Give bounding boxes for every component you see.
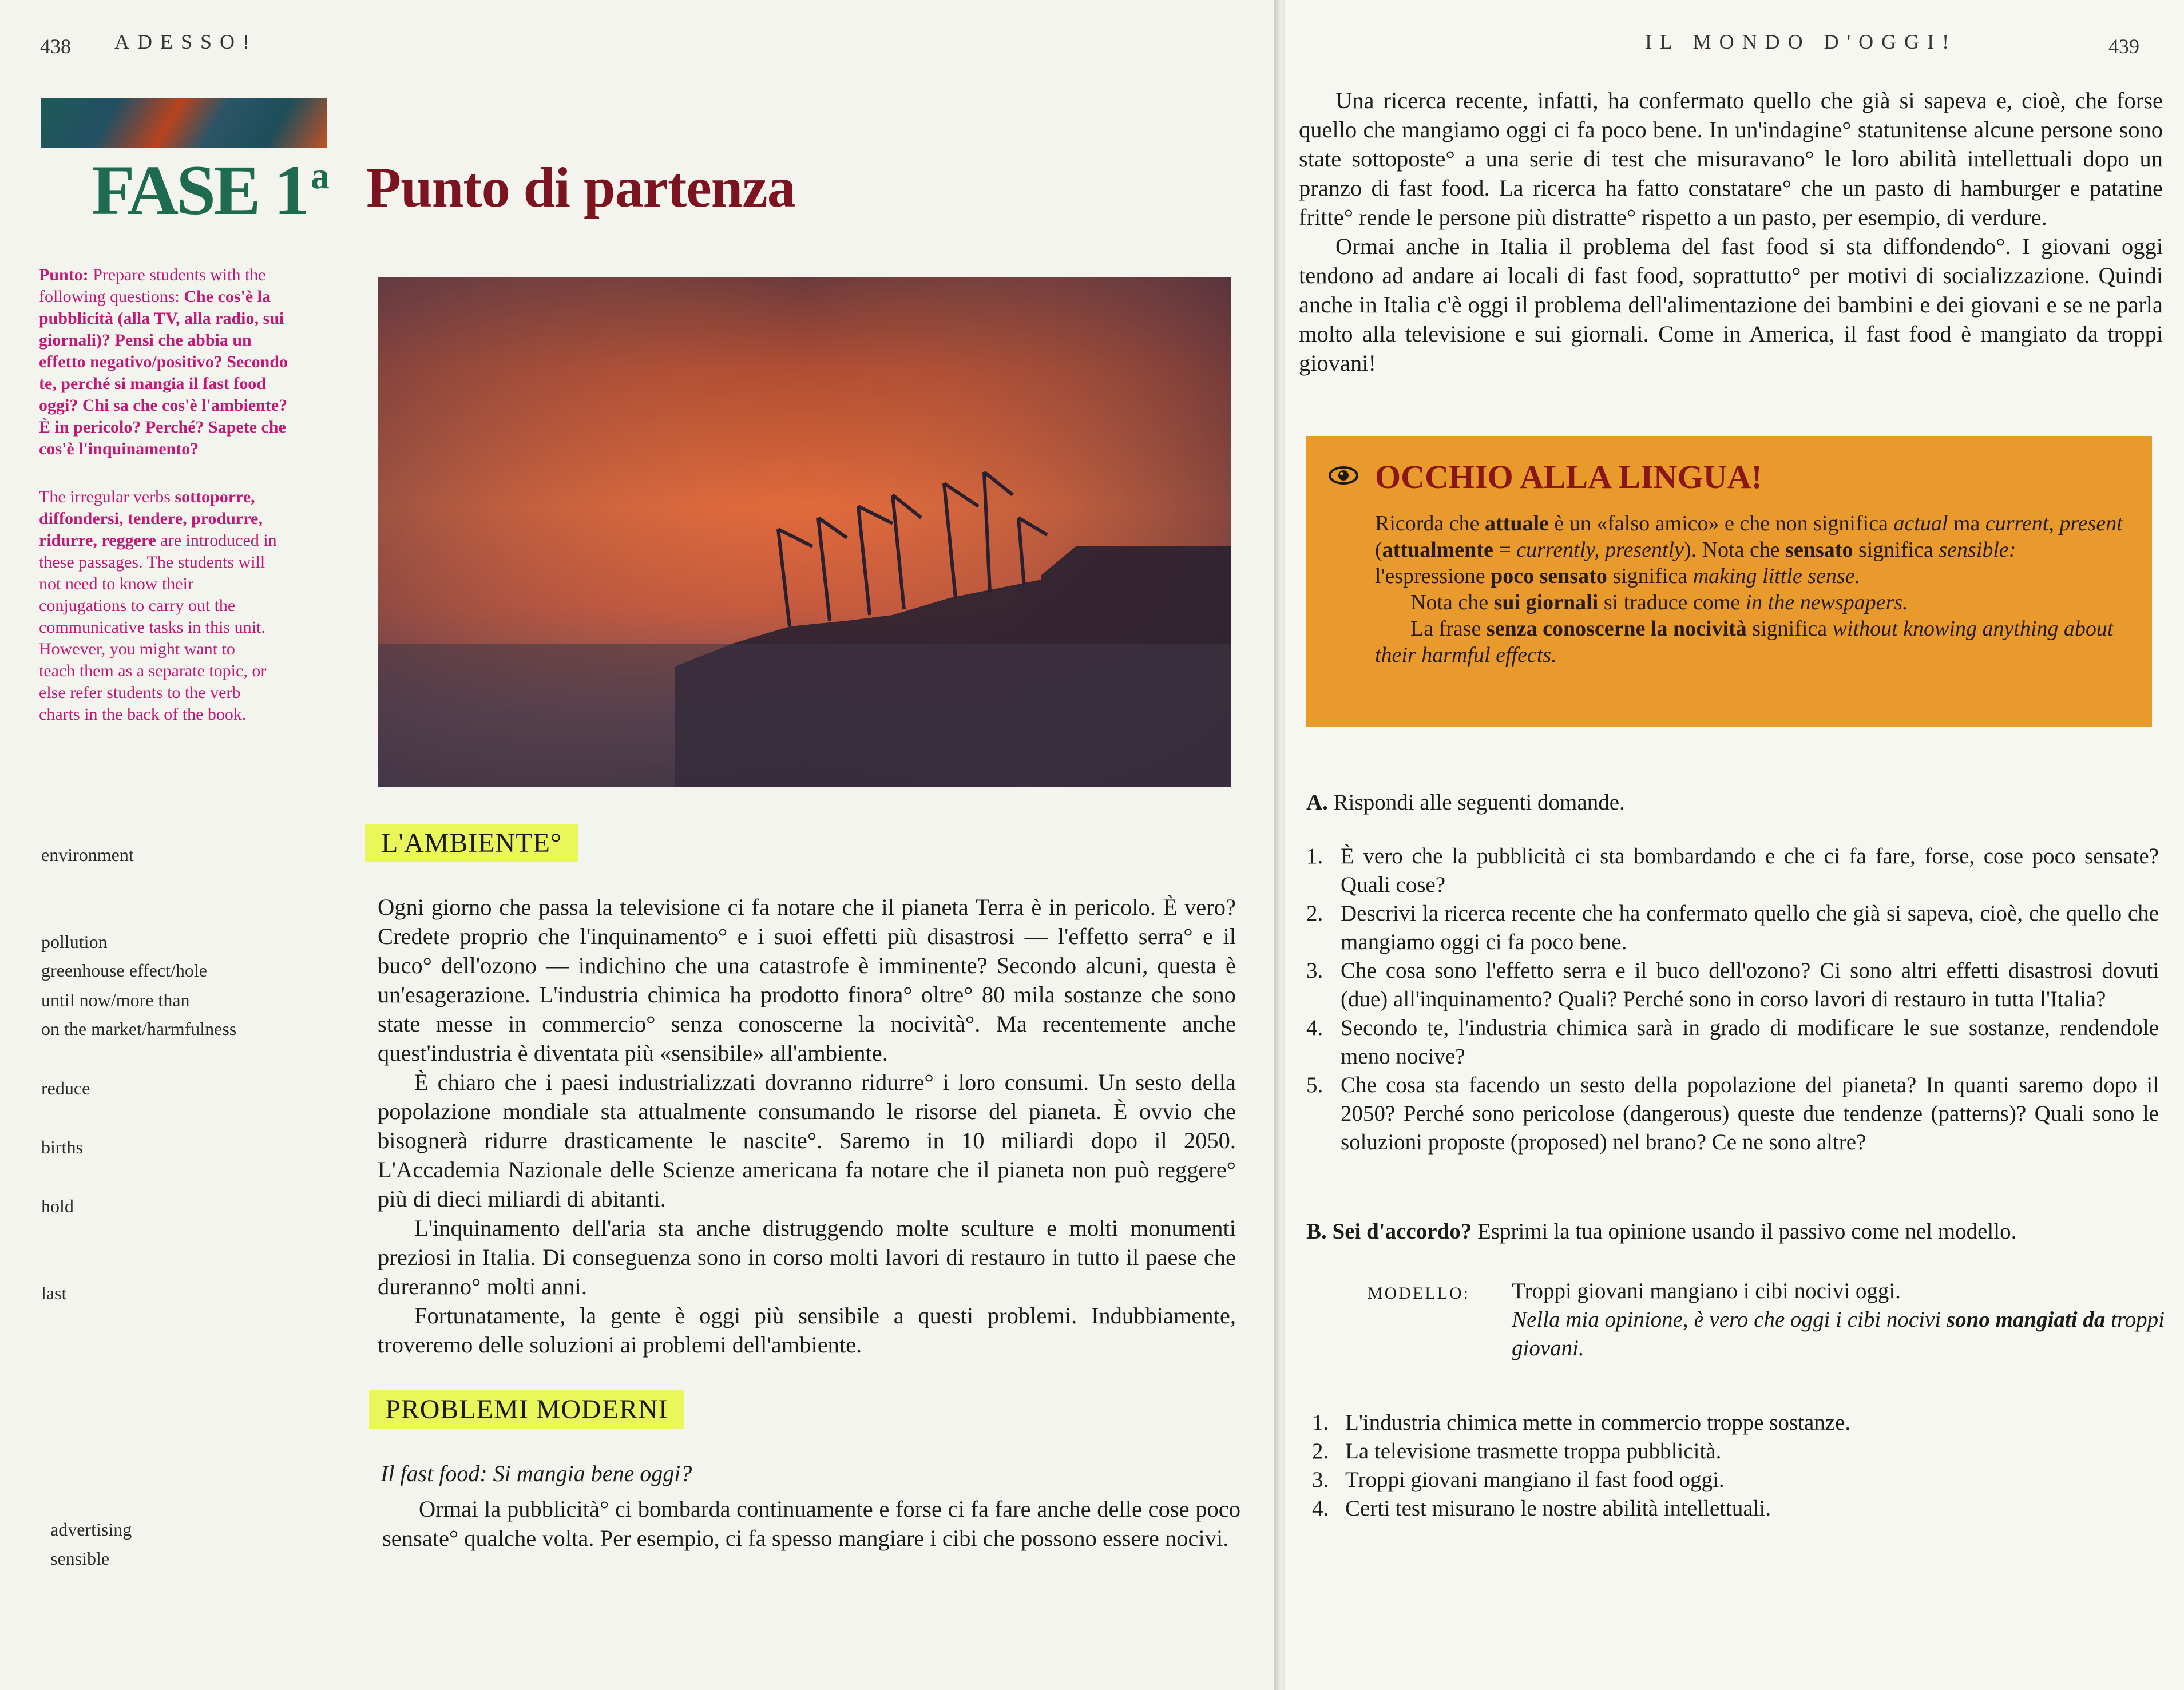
exercise-a-instruction: A. Rispondi alle seguenti domande. — [1306, 790, 1625, 815]
question-item: 3. Che cosa sono l'effetto serra e il buco dell'ozono? Ci sono altri effetti disastrosi dovuti (due) all'inquinamento? Quali? Perché sono in corso lavori di restauro in tutta l'Italia? — [1306, 958, 2159, 1011]
list-item: 1. L'industria chimica mette in commercio troppe sostanze. — [1312, 1410, 1851, 1435]
section-problemi-text: Ormai la pubblicità° ci bombarda continuamente e forse ci fa fare anche delle cose poco sensate° qualche volta. Per esempio, ci fa spesso mangiare i cibi che possono essere nocivi. — [382, 1496, 1240, 1551]
exercise-b-items — [1312, 1409, 2142, 1523]
occhio-alla-lingua-box — [1306, 436, 2152, 727]
section-subtitle-fast-food: Il fast food: Si mangia bene oggi? — [380, 1461, 692, 1486]
gloss-sensible: sensible — [50, 1548, 110, 1569]
gloss-until-now: until now/more than — [41, 990, 190, 1010]
list-item: 4. Certi test misurano le nostre abilità intellettuali. — [1312, 1496, 1771, 1521]
gloss-hold: hold — [41, 1196, 74, 1216]
gloss-births: births — [41, 1137, 83, 1157]
page-title: Punto di partenza — [366, 156, 795, 219]
box-text: Ricorda che attuale è un «falso amico» e che non significa actual ma current, present (attualmente = currently, presently). Nota che sensato significa sensible: l'espressione poco sensato significa making little sense. Nota che sui giornali si traduce come in the newspapers. La frase senza conoscerne la nocività significa without knowing anything about their harmful effects. — [1375, 511, 2123, 667]
list-item: 2. La televisione trasmette troppa pubblicità. — [1312, 1439, 1722, 1463]
running-head-left: ADESSO! — [114, 30, 258, 53]
fast-food-continued-text: Una ricerca recente, infatti, ha confermato quello che già si sapeva e, cioè, che forse quello che mangiamo oggi ci fa poco bene. In un'indagine° statunitense alcune persone sono state sottoposte° a una serie di test che misuravano° le loro abilità intellettuali dopo un pranzo di fast food. La ricerca ha fatto constatare° che un pasto di hamburger e patatine fritte° rende le persone più distratte° rispetto a un pasto, per esempio, di verdure. Ormai anche in Italia il problema del fast food si sta diffondendo°. I giovani oggi tendono ad andare ai locali di fast food, soprattutto° per motivi di socializzazione. Quindi anche in Italia c'è oggi il problema dell'alimentazione dei bambini e dei giovani e se ne parla molto alla televisione e sui giornali. Come in America, il fast food è mangiato da troppi giovani! — [1299, 88, 2163, 376]
gloss-market: on the market/harmfulness — [41, 1018, 237, 1039]
list-item: 3. Troppi giovani mangiano il fast food oggi. — [1312, 1467, 1725, 1492]
page-number-right: 439 — [2108, 35, 2139, 58]
question-item: 2. Descrivi la ricerca recente che ha confermato quello che già si sapeva, cioè, che quello che mangiamo oggi ci fa poco bene. — [1306, 901, 2159, 954]
gloss-last: last — [41, 1283, 67, 1303]
section-heading-ambiente: L'AMBIENTE° — [365, 824, 578, 862]
question-item: 5. Che cosa sta facendo un sesto della popolazione del pianeta? In quanti saremo dopo il 2050? Perché sono pericolose (dangerous) queste due tendenze (patterns)? Quali sono le soluzioni proposte (proposed) nel brano? Ce ne sono altre? — [1306, 1073, 2159, 1155]
section-heading-problemi: PROBLEMI MODERNI — [369, 1390, 684, 1429]
exercise-a-questions — [1306, 842, 2159, 1157]
gloss-environment: environment — [41, 844, 134, 865]
eye-icon — [1328, 460, 1359, 491]
question-item: 4. Secondo te, l'industria chimica sarà in grado di modificare le sue sostanze, rendendole meno nocive? — [1306, 1015, 2159, 1069]
teacher-note-2: The irregular verbs sottoporre, diffondersi, tendere, produrre, ridurre, reggere are introduced in these passages. The students will not need to know their conjugations to carry out the communicative tasks in this unit. However, you might want to teach them as a separate topic, or else refer students to the verb charts in the back of the book. — [39, 487, 277, 724]
fase-label: FASE 1$^a$ — [92, 151, 327, 229]
running-head-right: IL MONDO D'OGGI! — [1645, 30, 1957, 53]
section-ambiente-text: Ogni giorno che passa la televisione ci fa notare che il pianeta Terra è in pericolo. È vero? Credete proprio che l'inquinamento° e i suoi effetti più disastrosi — l'effetto serra° e il buco° dell'ozono — indichino che una catastrofe è imminente? Secondo alcuni, questa è un'esagerazione. L'industria chimica ha prodotto finora° oltre° 80 mila sostanze che sono state messe in commercio° senza conoscerne la nocività°. Ma recentemente anche quest'industria è diventata più «sensibile» all'ambiente. È chiaro che i paesi industrializzati dovranno ridurre° i loro consumi. Un sesto della popolazione mondiale sta attualmente consumando le risorse del pianeta. È ovvio che bisognerà ridurre drasticamente le nascite°. Saremo in 10 miliardi dopo il 2050. L'Accademia Nazionale delle Scienze americana fa notare che il pianeta non può reggere° più di dieci miliardi di abitanti. L'inquinamento dell'aria sta anche distruggendo molte sculture e molti monumenti preziosi in Italia. Di conseguenza sono in corso molti lavori di restauro in tutto il paese che dureranno° molti anni. Fortunatamente, la gente è oggi più sensibile a questi problemi. Indubbiamente, troveremo delle soluzioni ai problemi dell'ambiente. — [378, 894, 1236, 1358]
model-example: MODELLO: Troppi giovani mangiano i cibi nocivi oggi. Nella mia opinione, è vero che oggi i cibi nocivi sono mangiati da troppi giovani. — [1368, 1279, 2165, 1360]
exercise-b-instruction: B. Sei d'accordo? Esprimi la tua opinione usando il passivo come nel modello. — [1306, 1219, 2017, 1244]
box-title: OCCHIO ALLA LINGUA! — [1375, 458, 1762, 495]
gloss-pollution: pollution — [41, 931, 108, 952]
gloss-reduce: reduce — [41, 1078, 90, 1098]
page-number-left: 438 — [40, 35, 71, 58]
gloss-greenhouse: greenhouse effect/hole — [41, 960, 207, 981]
decorative-banner — [41, 98, 327, 148]
question-item: 1. È vero che la pubblicità ci sta bombardando e che ci fa fare, forse, cose poco sensate? Quali cose? — [1306, 844, 2159, 897]
teacher-note-1: Punto: Prepare students with the following questions: Che cos'è la pubblicità (alla TV, alla radio, sui giornali)? Pensi che abbia un effetto negativo/positivo? Secondo te, perché si mangia il fast food oggi? Chi sa che cos'è l'ambiente? È in pericolo? Perché? Sapete che cos'è l'inquinamento? — [39, 265, 288, 458]
gloss-advertising: advertising — [50, 1519, 132, 1540]
industrial-skyline-photo — [378, 277, 1231, 787]
